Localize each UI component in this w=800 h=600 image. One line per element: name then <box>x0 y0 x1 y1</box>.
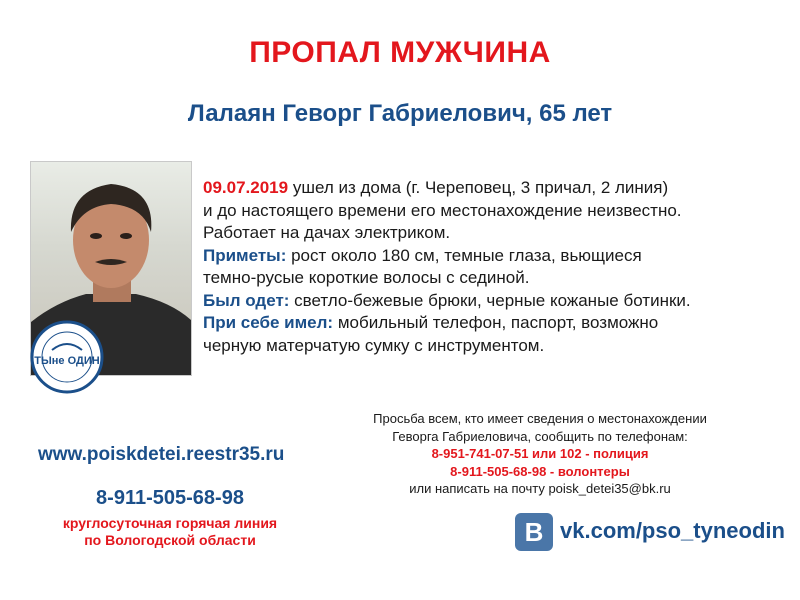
items-label: При себе имел: <box>203 313 334 332</box>
description-block <box>203 177 783 357</box>
hotline-line: круглосуточная горячая линия <box>62 515 278 531</box>
description-line <box>203 177 783 200</box>
missing-person-name: Лалаян Геворг Габриелович, 65 лет <box>187 100 613 127</box>
description-line <box>203 290 783 313</box>
description-line: темно-русые короткие волосы с сединой. <box>203 268 530 287</box>
description-line: черную матерчатую сумку с инструментом. <box>203 335 545 355</box>
hotline-line: по Вологодской области <box>84 532 256 548</box>
request-line: Просьба всем, кто имеет сведения о местонахождении <box>373 411 707 426</box>
request-line: Геворга Габриеловича, сообщить по телефонам: <box>392 428 688 444</box>
volunteer-org-badge-icon <box>30 320 104 394</box>
description-line <box>203 245 783 268</box>
vk-icon-letter: В <box>524 517 544 547</box>
disappearance-date: 09.07.2019 <box>203 178 289 197</box>
description-text: ушел из дома (г. Череповец, 3 причал, 2 линия) <box>288 178 669 197</box>
hotline-number[interactable]: 8-911-505-68-98 <box>96 487 244 509</box>
vk-link[interactable]: vk.com/pso_tyneodin <box>560 518 785 543</box>
items-text: мобильный телефон, паспорт, возможно <box>333 313 659 332</box>
poster-title: ПРОПАЛ МУЖЧИНА <box>249 36 551 69</box>
description-line: Работает на дачах электриком. <box>203 223 451 242</box>
volunteers-phone[interactable]: 8-911-505-68-98 - волонтеры <box>450 463 630 479</box>
clothes-label: Был одет: <box>203 290 290 310</box>
website-link[interactable]: www.poiskdetei.reestr35.ru <box>38 444 285 465</box>
description-line: и до настоящего времени его местонахождение неизвестно. <box>203 200 682 220</box>
vk-icon[interactable] <box>515 513 553 551</box>
badge-text: ТЫне ОДИН <box>34 355 100 367</box>
signs-text: рост около 180 см, темные глаза, вьющиеся <box>286 245 642 265</box>
description-line <box>203 312 783 335</box>
police-phone[interactable]: 8-951-741-07-51 или 102 - полиция <box>431 446 649 461</box>
email-line[interactable]: или написать на почту poisk_detei35@bk.ru <box>409 481 671 496</box>
clothes-text: светло-бежевые брюки, черные кожаные ботинки. <box>289 290 691 310</box>
signs-label: Приметы: <box>203 245 287 265</box>
contact-request-block <box>300 410 780 498</box>
hotline-description <box>0 515 340 549</box>
